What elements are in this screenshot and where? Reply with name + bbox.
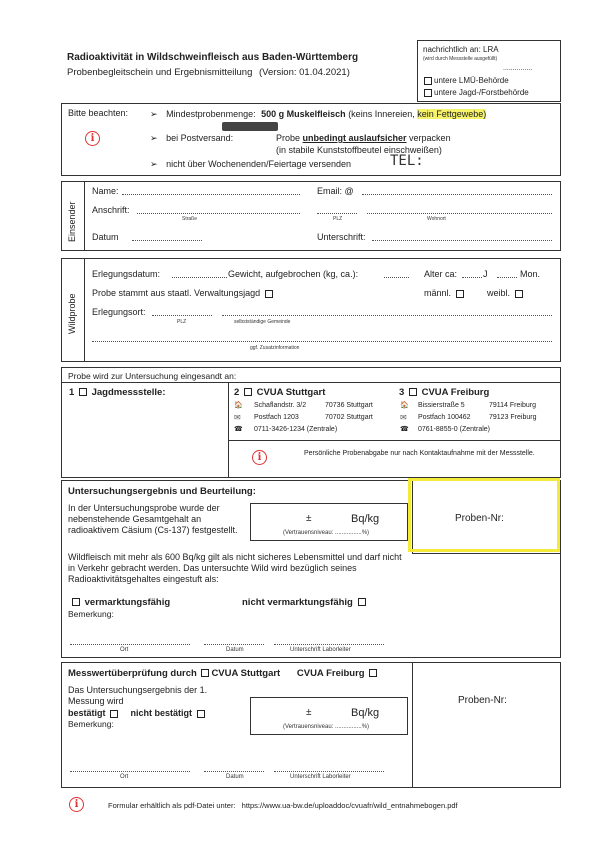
- age-months-unit: Mon.: [520, 269, 541, 279]
- verify-unit: Bq/kg: [351, 707, 380, 719]
- option-not-marketable[interactable]: [242, 597, 368, 608]
- result-box: [61, 480, 561, 658]
- verify-place-field[interactable]: [70, 771, 190, 772]
- lab-option-1[interactable]: [69, 387, 166, 398]
- notify-box: [417, 40, 561, 102]
- mail-icon: ✉: [400, 413, 407, 422]
- male-option[interactable]: [424, 288, 466, 298]
- city-field[interactable]: [367, 213, 552, 214]
- n2-a: Probe: [276, 133, 303, 143]
- lab3-po-city: 79123 Freiburg: [489, 414, 537, 421]
- verify-sample-label: Proben-Nr:: [458, 695, 507, 706]
- kill-community-field[interactable]: [222, 315, 552, 316]
- result-pm: ±: [306, 513, 312, 524]
- checkbox-verify-freiburg[interactable]: [369, 669, 377, 677]
- lab3-po: Postfach 100462: [418, 414, 471, 421]
- notify-option-jagd[interactable]: [422, 88, 529, 97]
- n1-mid: (keins Innereien,: [345, 109, 418, 119]
- n2-d: (in stabile Kunststoffbeutel einschweißen): [276, 145, 442, 155]
- marketable-label: vermarktungsfähig: [84, 597, 171, 608]
- option-marketable[interactable]: [70, 597, 170, 608]
- note-weekend: [150, 159, 351, 170]
- plz-field[interactable]: [317, 213, 357, 214]
- verify-date-field[interactable]: [204, 771, 264, 772]
- weight-field[interactable]: [384, 277, 409, 278]
- lab-header: Probe wird zur Untersuchung eingesandt an:: [68, 371, 237, 381]
- result-confidence: (Vertrauensniveau: ................%): [283, 530, 370, 536]
- lab3-phone: 0761-8855-0 (Zentrale): [418, 426, 490, 433]
- verify-value-box[interactable]: [250, 697, 408, 735]
- lab3-label: CVUA Freiburg: [421, 387, 490, 398]
- info-icon: i: [69, 797, 84, 812]
- opt2-label: untere Jagd-/Forstbehörde: [434, 88, 529, 97]
- lab3-city: 79114 Freiburg: [489, 402, 536, 409]
- female-option[interactable]: [487, 288, 525, 298]
- street-caption: Straße: [182, 216, 198, 222]
- sender-box: [61, 181, 561, 251]
- lab2-num: 2: [234, 387, 240, 398]
- result-title: Untersuchungsergebnis und Beurteilung:: [68, 486, 256, 497]
- verify-title-b: CVUA Stuttgart: [211, 668, 281, 679]
- result-sample-label: Proben-Nr:: [455, 513, 504, 524]
- verify-options: [68, 708, 207, 718]
- note-min-amount: [150, 109, 486, 120]
- signature-label: Unterschrift:: [317, 232, 366, 242]
- n2-b: unbedingt auslaufsicher: [302, 133, 407, 143]
- checkbox-verify-stuttgart[interactable]: [201, 669, 209, 677]
- date-field[interactable]: [132, 240, 202, 241]
- handwritten-tel: TEL:: [390, 153, 424, 169]
- wild-side-label: Wildprobe: [67, 293, 77, 334]
- kill-date-field[interactable]: [172, 277, 227, 278]
- male-label: männl.: [424, 288, 452, 298]
- lab3-num: 3: [399, 387, 405, 398]
- n2-pre: bei Postversand:: [166, 133, 234, 143]
- notes-label: Bitte beachten:: [68, 108, 129, 118]
- checkbox-lab2[interactable]: [244, 388, 252, 396]
- subtitle-text: Probenbegleitschein und Ergebnismitteilung: [67, 67, 253, 78]
- checkbox-state-hunt[interactable]: [265, 290, 273, 298]
- lab2-po: Postfach 1203: [254, 414, 299, 421]
- lab2-street: Schaflandstr. 3/2: [254, 402, 307, 409]
- verify-confidence: (Vertrauensniveau: ................%): [283, 724, 370, 730]
- not-marketable-label: nicht vermarktungsfähig: [242, 597, 353, 608]
- female-label: weibl.: [487, 288, 511, 298]
- info-icon: i: [85, 131, 100, 146]
- not-confirmed-label: nicht bestätigt: [130, 708, 193, 718]
- house-icon: 🏠: [234, 402, 243, 409]
- sender-divider: [84, 182, 85, 250]
- lab-divider: [228, 382, 229, 477]
- checkbox-confirmed[interactable]: [110, 710, 118, 718]
- n3-text: nicht über Wochenenden/Feiertage versenden: [166, 159, 352, 169]
- signature-field[interactable]: [372, 240, 552, 241]
- notes-box: [61, 103, 561, 176]
- verify-title: [68, 668, 379, 679]
- lab-option-2[interactable]: [234, 387, 325, 398]
- result-value-box[interactable]: [250, 503, 408, 541]
- phone-icon: ☎: [234, 426, 243, 433]
- age-years-unit: J: [483, 269, 488, 279]
- footer: [108, 801, 458, 810]
- result-sig-caption: Unterschrift Laborleiter: [290, 647, 351, 653]
- verify-place-caption: Ort: [120, 774, 129, 780]
- lab2-label: CVUA Stuttgart: [256, 387, 326, 398]
- name-label: Name:: [92, 186, 119, 196]
- address-label: Anschrift:: [92, 205, 130, 215]
- state-hunt-row[interactable]: [92, 288, 275, 298]
- extra-info-caption: ggf. Zusatzinformation: [250, 345, 300, 351]
- sender-side-label: Einsender: [67, 201, 77, 242]
- house-icon: 🏠: [400, 402, 409, 409]
- checkbox-male[interactable]: [456, 290, 464, 298]
- footer-link[interactable]: https://www.ua-bw.de/uploaddoc/cvuafr/wild_entnahmebogen.pdf: [241, 801, 458, 810]
- notify-note: (wird durch Messstelle ausgefüllt): [423, 56, 498, 62]
- lab1-num: 1: [69, 387, 75, 398]
- weight-label: Gewicht, aufgebrochen (kg, ca.):: [228, 269, 359, 279]
- lab-note-line: [228, 440, 561, 441]
- arrow-icon: ➢: [150, 133, 158, 143]
- n1-bold: 500 g Muskelfleisch: [261, 109, 346, 119]
- verify-date-caption: Datum: [226, 774, 244, 780]
- arrow-icon: ➢: [150, 159, 158, 169]
- lab3-street: Bissierstraße 5: [418, 402, 465, 409]
- redaction-mark: [222, 122, 278, 131]
- form-title: Radioaktivität in Wildschweinfleisch aus Baden-Württemberg: [67, 52, 359, 63]
- wild-box: [61, 258, 561, 362]
- checkbox-lab3[interactable]: [409, 388, 417, 396]
- wild-divider: [84, 259, 85, 361]
- form-subtitle: [67, 67, 350, 78]
- lab-box: [61, 367, 561, 478]
- arrow-icon: ➢: [150, 109, 158, 119]
- name-field[interactable]: [122, 194, 300, 195]
- lab-option-3[interactable]: [399, 387, 489, 398]
- checkbox-not-confirmed[interactable]: [197, 710, 205, 718]
- community-caption: selbstständige Gemeinde: [234, 319, 291, 325]
- lab2-city: 70736 Stuttgart: [325, 402, 373, 409]
- result-date-field[interactable]: [204, 644, 264, 645]
- checkbox-lab1[interactable]: [79, 388, 87, 396]
- verify-box: [61, 662, 561, 788]
- age-label: Alter ca:: [424, 269, 458, 279]
- notify-dots: ...............: [503, 65, 533, 72]
- verify-divider: [412, 663, 413, 787]
- opt1-label: untere LMÜ-Behörde: [434, 76, 509, 85]
- checkbox-lmue[interactable]: [424, 77, 432, 85]
- confirmed-label: bestätigt: [68, 708, 106, 718]
- verify-remark-label: Bemerkung:: [68, 719, 114, 729]
- kill-place-label: Erlegungsort:: [92, 307, 146, 317]
- street-field[interactable]: [137, 213, 300, 214]
- verify-pm: ±: [306, 707, 312, 718]
- verify-intro: Das Untersuchungsergebnis der 1. Messung wird: [68, 685, 208, 706]
- result-place-caption: Ort: [120, 647, 129, 653]
- state-hunt-label: Probe stammt aus staatl. Verwaltungsjagd: [92, 288, 261, 298]
- city-caption: Wohnort: [427, 216, 446, 222]
- result-unit: Bq/kg: [351, 513, 380, 525]
- checkbox-not-marketable[interactable]: [358, 598, 366, 606]
- lab-header-line: [62, 382, 560, 383]
- notify-label: nachrichtlich an: LRA: [423, 45, 499, 54]
- note-postal-detail: [276, 133, 451, 143]
- age-months-field[interactable]: [497, 277, 517, 278]
- age-years-field[interactable]: [462, 277, 482, 278]
- checkbox-marketable[interactable]: [72, 598, 80, 606]
- n1-end: kein Fettgewebe): [417, 109, 487, 119]
- note-postal: [150, 133, 233, 144]
- result-intro: In der Untersuchungsprobe wurde der nebenstehende Gesamtgehalt an radioaktivem Cäsium (Cs-137) festgestellt.: [68, 503, 238, 535]
- result-rule: Wildfleisch mit mehr als 600 Bq/kg gilt als nicht sicheres Lebensmittel und darf nicht in Verkehr gebracht werden. Das untersuchte Wild wird bezüglich seines Radioaktivitätsgehaltes eingestuft als:: [68, 552, 402, 584]
- date-label: Datum: [92, 232, 119, 242]
- result-remark-label: Bemerkung:: [68, 609, 114, 619]
- mail-icon: ✉: [234, 413, 241, 422]
- email-label: Email: @: [317, 186, 354, 196]
- n2-c: verpacken: [406, 133, 451, 143]
- result-signature-field[interactable]: [274, 644, 384, 645]
- extra-info-field[interactable]: [92, 341, 552, 342]
- lab2-phone: 0711-3426-1234 (Zentrale): [254, 426, 338, 433]
- verify-sig-caption: Unterschrift Laborleiter: [290, 774, 351, 780]
- lab1-label: Jagdmessstelle:: [91, 387, 166, 398]
- kill-date-label: Erlegungsdatum:: [92, 269, 161, 279]
- checkbox-jagd[interactable]: [424, 89, 432, 97]
- lab-note: Persönliche Probenabgabe nur nach Kontaktaufnahme mit der Messstelle.: [304, 450, 535, 457]
- info-icon: i: [252, 450, 267, 465]
- kill-plz-caption: PLZ: [177, 319, 187, 325]
- email-field[interactable]: [362, 194, 552, 195]
- verify-title-c: CVUA Freiburg: [296, 668, 365, 679]
- plz-caption: PLZ: [333, 216, 343, 222]
- checkbox-female[interactable]: [515, 290, 523, 298]
- lab2-po-city: 70702 Stuttgart: [325, 414, 373, 421]
- phone-icon: ☎: [400, 426, 409, 433]
- verify-title-a: Messwertüberprüfung durch: [68, 668, 197, 679]
- result-date-caption: Datum: [226, 647, 244, 653]
- n1-pre: Mindestprobenmenge:: [166, 109, 256, 119]
- result-place-field[interactable]: [70, 644, 190, 645]
- notify-option-lmue[interactable]: [422, 76, 509, 85]
- version-label: (Version: 01.04.2021): [259, 67, 350, 78]
- footer-text: Formular erhältlich als pdf-Datei unter:: [108, 801, 236, 810]
- verify-signature-field[interactable]: [274, 771, 384, 772]
- kill-plz-field[interactable]: [152, 315, 212, 316]
